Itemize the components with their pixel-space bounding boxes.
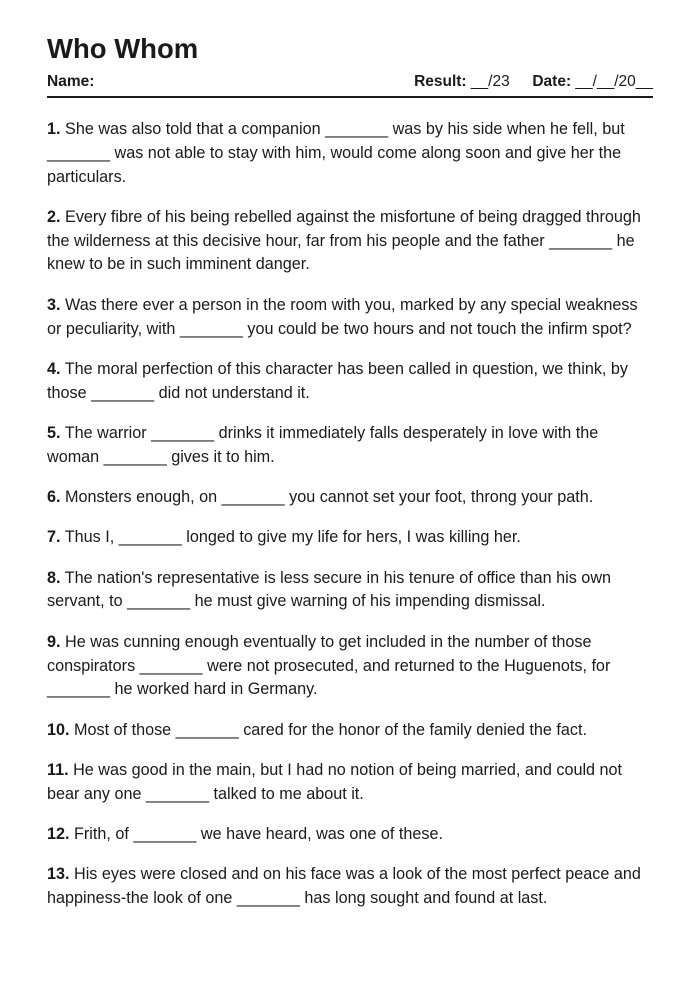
question-text: Was there ever a person in the room with you, marked by any special weakness or peculiarity, with _______ you could be two hours and not touch the infirm spot?: [47, 295, 638, 338]
question-item: [47, 863, 653, 911]
question-item: [47, 823, 653, 847]
question-text: He was good in the main, but I had no notion of being married, and could not bear any one _______ talked to me about it.: [47, 760, 623, 803]
question-text: Most of those _______ cared for the honor of the family denied the fact.: [74, 720, 587, 739]
result-value: __/23: [470, 73, 510, 90]
question-item: [47, 631, 653, 702]
question-item: [47, 567, 653, 615]
question-item: [47, 294, 653, 342]
result-date-group: [414, 70, 653, 94]
question-text: Every fibre of his being rebelled against the misfortune of being dragged through the wilderness at this decisive hour, far from his people and the father _______ he knew to be in such imminent danger.: [47, 207, 641, 274]
question-number: 6.: [47, 488, 61, 507]
question-item: [47, 486, 653, 510]
question-number: 1.: [47, 120, 61, 138]
question-item: [47, 358, 653, 406]
question-item: [47, 206, 653, 277]
question-text: Monsters enough, on _______ you cannot set your foot, throng your path.: [65, 488, 594, 507]
page-title: Who Whom: [47, 33, 199, 64]
question-item: [47, 759, 653, 807]
question-number: 11.: [47, 760, 69, 779]
question-number: 2.: [47, 207, 61, 226]
question-text: Thus I, _______ longed to give my life for hers, I was killing her.: [64, 528, 521, 547]
question-number: 4.: [47, 359, 61, 378]
header-row: [47, 70, 653, 94]
question-number: 8.: [47, 568, 61, 587]
result-label: Result:: [414, 73, 467, 90]
name-label: Name:: [47, 73, 95, 90]
question-number: 9.: [47, 632, 61, 651]
question-text: Frith, of _______ we have heard, was one of these.: [74, 825, 443, 844]
question-text: She was also told that a companion _______ was by his side when he fell, but _______ was not able to stay with him, would come along soon and give her the particulars.: [47, 120, 625, 186]
question-text: The warrior _______ drinks it immediately falls desperately in love with the woman _______ gives it to him.: [47, 423, 599, 466]
question-number: 10.: [47, 720, 70, 739]
question-list: [47, 118, 653, 927]
question-text: His eyes were closed and on his face was a look of the most perfect peace and happiness-the look of one _______ has long sought and found at last.: [47, 865, 641, 908]
header-divider: [47, 96, 653, 98]
date-value: __/__/20__: [575, 73, 653, 90]
question-text: The nation's representative is less secure in his tenure of office than his own servant, to _______ he must give warning of his impending dismissal.: [47, 568, 612, 611]
question-item: [47, 422, 653, 470]
date-label: Date:: [532, 73, 572, 90]
question-item: [47, 719, 653, 743]
question-number: 5.: [47, 423, 61, 442]
question-number: 12.: [47, 825, 70, 844]
question-item: [47, 526, 653, 550]
question-text: The moral perfection of this character has been called in question, we think, by those _______ did not understand it.: [47, 359, 629, 402]
question-item: [47, 118, 653, 189]
question-number: 7.: [47, 528, 61, 547]
question-number: 13.: [47, 865, 70, 884]
question-text: He was cunning enough eventually to get included in the number of those conspirators _______ were not prosecuted, and returned to the Huguenots, for _______ he worked hard in Germany.: [47, 632, 611, 699]
question-number: 3.: [47, 295, 61, 314]
